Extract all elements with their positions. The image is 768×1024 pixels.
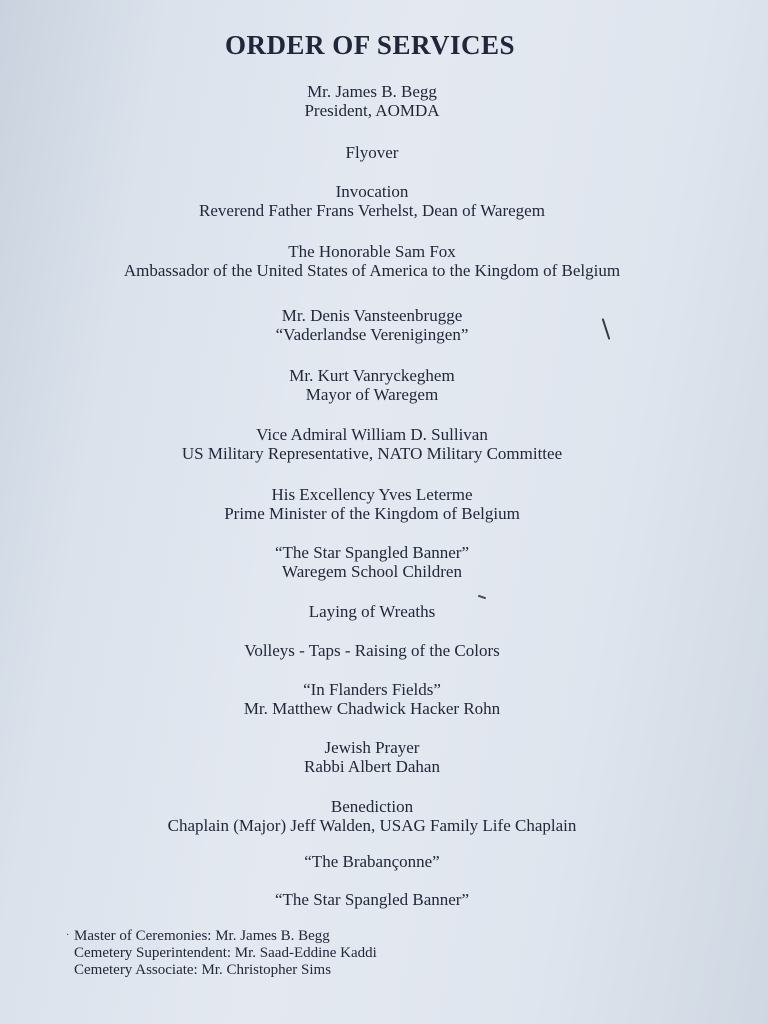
entry-line: President, AOMDA xyxy=(304,101,440,120)
entry-line: Rabbi Albert Dahan xyxy=(304,757,440,776)
credits-block xyxy=(74,928,377,979)
program-entry xyxy=(0,242,744,280)
program-entry xyxy=(0,641,744,660)
entry-line: Waregem School Children xyxy=(282,562,462,581)
entry-line: Invocation xyxy=(335,182,409,201)
entry-line: Mr. James B. Begg xyxy=(307,82,437,101)
pen-mark xyxy=(478,595,486,600)
program-entry xyxy=(0,306,744,344)
program-entry xyxy=(0,182,744,220)
entry-line: Mayor of Waregem xyxy=(305,385,439,404)
program-entry xyxy=(0,543,744,581)
program-entry xyxy=(0,852,744,871)
entry-line: Ambassador of the United States of America to the Kingdom of Belgium xyxy=(123,261,621,280)
entry-line: Vice Admiral William D. Sullivan xyxy=(256,425,488,444)
program-entry xyxy=(0,366,744,404)
entry-line: Prime Minister of the Kingdom of Belgium xyxy=(224,504,520,523)
program-entry xyxy=(0,890,744,909)
entry-line: “In Flanders Fields” xyxy=(303,680,441,699)
program-entry xyxy=(0,143,744,162)
entry-line: Jewish Prayer xyxy=(324,738,420,757)
entry-line: Reverend Father Frans Verhelst, Dean of Waregem xyxy=(199,201,545,220)
program-entry xyxy=(0,485,744,523)
program-entry xyxy=(0,680,744,718)
entry-line: Flyover xyxy=(345,143,399,162)
entry-line: “The Star Spangled Banner” xyxy=(274,543,469,562)
entry-line: “The Brabançonne” xyxy=(304,852,440,871)
page-title: ORDER OF SERVICES xyxy=(224,30,516,60)
bullet-mark: · xyxy=(66,930,70,941)
credit-line: Cemetery Associate: Mr. Christopher Sims xyxy=(74,962,332,978)
entry-line: Mr. Denis Vansteenbrugge xyxy=(281,306,463,325)
entry-line: Benediction xyxy=(330,797,414,816)
program-entry xyxy=(0,82,744,120)
entry-line: Chaplain (Major) Jeff Walden, USAG Family Life Chaplain xyxy=(167,816,577,835)
program-entry xyxy=(0,425,744,463)
entry-line: “Vaderlandse Verenigingen” xyxy=(275,325,469,344)
credit-line: Cemetery Superintendent: Mr. Saad-Eddine Kaddi xyxy=(74,945,377,961)
program-entry xyxy=(0,738,744,776)
entry-line: The Honorable Sam Fox xyxy=(288,242,456,261)
entry-line: US Military Representative, NATO Military Committee xyxy=(181,444,563,463)
entry-line: Mr. Kurt Vanryckeghem xyxy=(289,366,455,385)
credit-line: Master of Ceremonies: Mr. James B. Begg xyxy=(74,928,330,944)
entry-line: His Excellency Yves Leterme xyxy=(271,485,473,504)
program-entry xyxy=(0,797,744,835)
program-entry xyxy=(0,602,744,621)
entry-line: Laying of Wreaths xyxy=(308,602,436,621)
entry-line: “The Star Spangled Banner” xyxy=(274,890,469,909)
entry-line: Mr. Matthew Chadwick Hacker Rohn xyxy=(243,699,501,718)
entry-line: Volleys - Taps - Raising of the Colors xyxy=(244,641,500,660)
